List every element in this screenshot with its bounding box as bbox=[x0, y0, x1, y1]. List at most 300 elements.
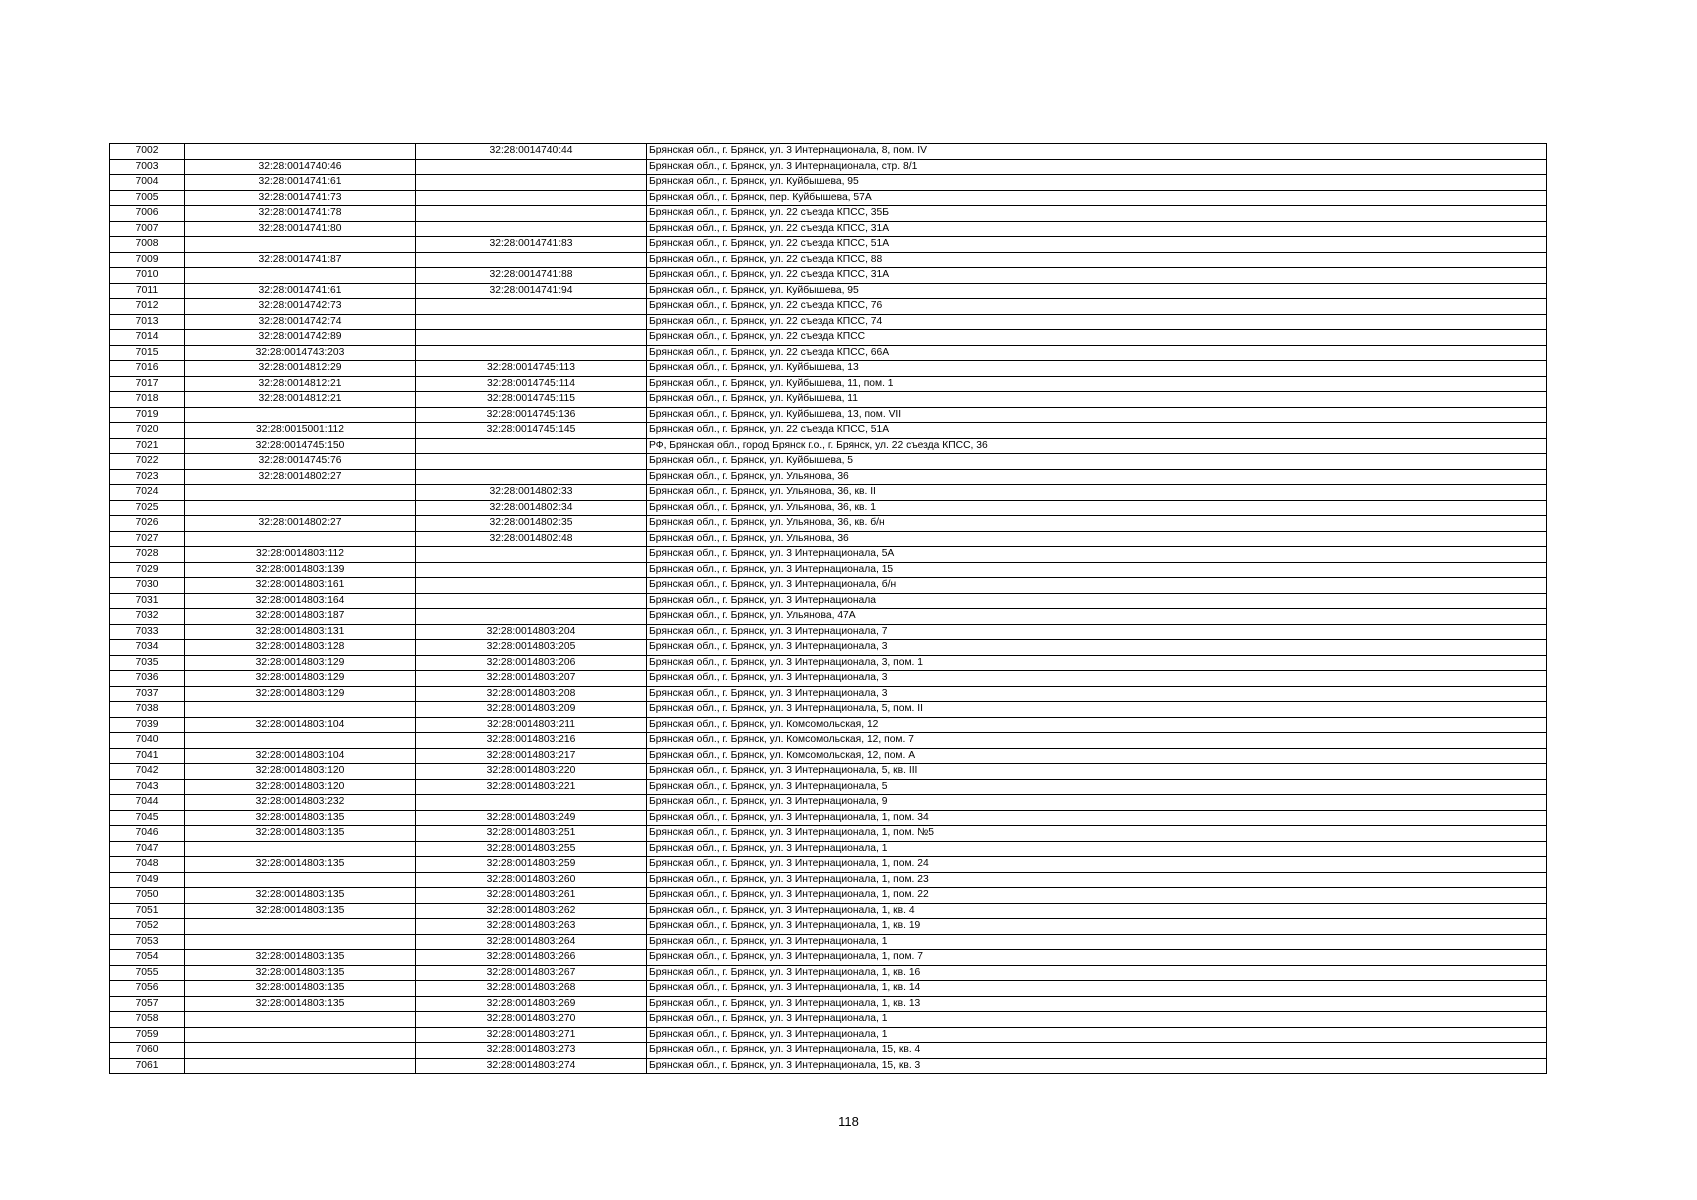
table-row bbox=[110, 221, 1547, 237]
address-cell: Брянская обл., г. Брянск, ул. 22 съезда КПСС, 31А bbox=[647, 268, 1547, 284]
object-cadastral-number-cell: 32:28:0014802:33 bbox=[416, 485, 647, 501]
address-cell: Брянская обл., г. Брянск, ул. 3 Интернационала, 1 bbox=[647, 1027, 1547, 1043]
address-cell: Брянская обл., г. Брянск, ул. 3 Интернационала, 1 bbox=[647, 1012, 1547, 1028]
land-cadastral-number-cell bbox=[185, 733, 416, 749]
row-number-cell: 7040 bbox=[110, 733, 185, 749]
object-cadastral-number-cell bbox=[416, 454, 647, 470]
row-number-cell: 7023 bbox=[110, 469, 185, 485]
row-number-cell: 7021 bbox=[110, 438, 185, 454]
table-row bbox=[110, 299, 1547, 315]
land-cadastral-number-cell bbox=[185, 702, 416, 718]
address-cell: Брянская обл., г. Брянск, ул. 3 Интернационала, 3, пом. 1 bbox=[647, 655, 1547, 671]
row-number-cell: 7004 bbox=[110, 175, 185, 191]
row-number-cell: 7031 bbox=[110, 593, 185, 609]
row-number-cell: 7034 bbox=[110, 640, 185, 656]
land-cadastral-number-cell: 32:28:0014802:27 bbox=[185, 469, 416, 485]
table-row bbox=[110, 702, 1547, 718]
land-cadastral-number-cell: 32:28:0014803:104 bbox=[185, 748, 416, 764]
table-row bbox=[110, 779, 1547, 795]
row-number-cell: 7020 bbox=[110, 423, 185, 439]
row-number-cell: 7013 bbox=[110, 314, 185, 330]
land-cadastral-number-cell: 32:28:0014803:164 bbox=[185, 593, 416, 609]
object-cadastral-number-cell: 32:28:0014803:207 bbox=[416, 671, 647, 687]
object-cadastral-number-cell bbox=[416, 252, 647, 268]
object-cadastral-number-cell: 32:28:0014803:204 bbox=[416, 624, 647, 640]
object-cadastral-number-cell bbox=[416, 578, 647, 594]
register-table bbox=[109, 143, 1547, 1074]
object-cadastral-number-cell: 32:28:0014741:83 bbox=[416, 237, 647, 253]
address-cell: Брянская обл., г. Брянск, ул. 3 Интернационала, 9 bbox=[647, 795, 1547, 811]
object-cadastral-number-cell: 32:28:0014803:269 bbox=[416, 996, 647, 1012]
address-cell: Брянская обл., г. Брянск, ул. 3 Интернационала, 5, кв. III bbox=[647, 764, 1547, 780]
address-cell: Брянская обл., г. Брянск, пер. Куйбышева, 57А bbox=[647, 190, 1547, 206]
address-cell: Брянская обл., г. Брянск, ул. 3 Интернационала, стр. 8/1 bbox=[647, 159, 1547, 175]
table-row bbox=[110, 903, 1547, 919]
object-cadastral-number-cell bbox=[416, 314, 647, 330]
land-cadastral-number-cell bbox=[185, 1012, 416, 1028]
address-cell: Брянская обл., г. Брянск, ул. 22 съезда КПСС, 51А bbox=[647, 237, 1547, 253]
table-row bbox=[110, 1058, 1547, 1074]
land-cadastral-number-cell: 32:28:0014803:112 bbox=[185, 547, 416, 563]
row-number-cell: 7030 bbox=[110, 578, 185, 594]
table-row bbox=[110, 593, 1547, 609]
table-row bbox=[110, 268, 1547, 284]
table-row bbox=[110, 950, 1547, 966]
address-cell: Брянская обл., г. Брянск, ул. 3 Интернационала, 1, пом. 23 bbox=[647, 872, 1547, 888]
land-cadastral-number-cell: 32:28:0014803:232 bbox=[185, 795, 416, 811]
address-cell: Брянская обл., г. Брянск, ул. Ульянова, 36, кв. II bbox=[647, 485, 1547, 501]
land-cadastral-number-cell bbox=[185, 841, 416, 857]
land-cadastral-number-cell: 32:28:0014803:135 bbox=[185, 981, 416, 997]
object-cadastral-number-cell: 32:28:0014803:217 bbox=[416, 748, 647, 764]
land-cadastral-number-cell: 32:28:0014741:78 bbox=[185, 206, 416, 222]
address-cell: Брянская обл., г. Брянск, ул. 22 съезда КПСС bbox=[647, 330, 1547, 346]
land-cadastral-number-cell: 32:28:0015001:112 bbox=[185, 423, 416, 439]
row-number-cell: 7016 bbox=[110, 361, 185, 377]
object-cadastral-number-cell: 32:28:0014741:94 bbox=[416, 283, 647, 299]
land-cadastral-number-cell: 32:28:0014803:135 bbox=[185, 903, 416, 919]
address-cell: Брянская обл., г. Брянск, ул. Куйбышева, 95 bbox=[647, 175, 1547, 191]
table-row bbox=[110, 392, 1547, 408]
register-table-body bbox=[110, 144, 1547, 1074]
address-cell: Брянская обл., г. Брянск, ул. 3 Интернационала, 1 bbox=[647, 934, 1547, 950]
row-number-cell: 7032 bbox=[110, 609, 185, 625]
land-cadastral-number-cell bbox=[185, 872, 416, 888]
table-row bbox=[110, 717, 1547, 733]
table-row bbox=[110, 283, 1547, 299]
row-number-cell: 7018 bbox=[110, 392, 185, 408]
land-cadastral-number-cell: 32:28:0014803:135 bbox=[185, 965, 416, 981]
row-number-cell: 7048 bbox=[110, 857, 185, 873]
object-cadastral-number-cell: 32:28:0014803:211 bbox=[416, 717, 647, 733]
address-cell: Брянская обл., г. Брянск, ул. Куйбышева, 5 bbox=[647, 454, 1547, 470]
object-cadastral-number-cell bbox=[416, 330, 647, 346]
address-cell: Брянская обл., г. Брянск, ул. 3 Интернационала, 1, пом. №5 bbox=[647, 826, 1547, 842]
land-cadastral-number-cell: 32:28:0014803:135 bbox=[185, 826, 416, 842]
object-cadastral-number-cell: 32:28:0014803:206 bbox=[416, 655, 647, 671]
row-number-cell: 7006 bbox=[110, 206, 185, 222]
land-cadastral-number-cell: 32:28:0014812:21 bbox=[185, 376, 416, 392]
land-cadastral-number-cell bbox=[185, 934, 416, 950]
table-row bbox=[110, 888, 1547, 904]
land-cadastral-number-cell: 32:28:0014741:80 bbox=[185, 221, 416, 237]
address-cell: Брянская обл., г. Брянск, ул. 3 Интернационала, 3 bbox=[647, 686, 1547, 702]
object-cadastral-number-cell: 32:28:0014803:259 bbox=[416, 857, 647, 873]
address-cell: Брянская обл., г. Брянск, ул. 3 Интернационала bbox=[647, 593, 1547, 609]
object-cadastral-number-cell: 32:28:0014745:136 bbox=[416, 407, 647, 423]
table-row bbox=[110, 159, 1547, 175]
page-number: 118 bbox=[838, 1114, 859, 1129]
object-cadastral-number-cell: 32:28:0014803:271 bbox=[416, 1027, 647, 1043]
address-cell: Брянская обл., г. Брянск, ул. Куйбышева, 11 bbox=[647, 392, 1547, 408]
object-cadastral-number-cell: 32:28:0014803:268 bbox=[416, 981, 647, 997]
land-cadastral-number-cell: 32:28:0014745:76 bbox=[185, 454, 416, 470]
address-cell: Брянская обл., г. Брянск, ул. 3 Интернационала, 1 bbox=[647, 841, 1547, 857]
object-cadastral-number-cell bbox=[416, 159, 647, 175]
land-cadastral-number-cell: 32:28:0014812:21 bbox=[185, 392, 416, 408]
table-row bbox=[110, 361, 1547, 377]
land-cadastral-number-cell: 32:28:0014741:73 bbox=[185, 190, 416, 206]
row-number-cell: 7019 bbox=[110, 407, 185, 423]
land-cadastral-number-cell: 32:28:0014741:61 bbox=[185, 283, 416, 299]
row-number-cell: 7025 bbox=[110, 500, 185, 516]
object-cadastral-number-cell bbox=[416, 795, 647, 811]
address-cell: Брянская обл., г. Брянск, ул. 3 Интернационала, 8, пом. IV bbox=[647, 144, 1547, 160]
row-number-cell: 7058 bbox=[110, 1012, 185, 1028]
table-row bbox=[110, 1012, 1547, 1028]
table-row bbox=[110, 764, 1547, 780]
land-cadastral-number-cell bbox=[185, 144, 416, 160]
row-number-cell: 7005 bbox=[110, 190, 185, 206]
land-cadastral-number-cell: 32:28:0014803:135 bbox=[185, 996, 416, 1012]
land-cadastral-number-cell bbox=[185, 237, 416, 253]
land-cadastral-number-cell: 32:28:0014803:135 bbox=[185, 810, 416, 826]
object-cadastral-number-cell: 32:28:0014745:115 bbox=[416, 392, 647, 408]
table-row bbox=[110, 144, 1547, 160]
object-cadastral-number-cell: 32:28:0014803:266 bbox=[416, 950, 647, 966]
row-number-cell: 7026 bbox=[110, 516, 185, 532]
row-number-cell: 7014 bbox=[110, 330, 185, 346]
object-cadastral-number-cell: 32:28:0014803:261 bbox=[416, 888, 647, 904]
object-cadastral-number-cell: 32:28:0014803:216 bbox=[416, 733, 647, 749]
land-cadastral-number-cell: 32:28:0014743:203 bbox=[185, 345, 416, 361]
land-cadastral-number-cell: 32:28:0014803:129 bbox=[185, 655, 416, 671]
row-number-cell: 7047 bbox=[110, 841, 185, 857]
land-cadastral-number-cell: 32:28:0014803:139 bbox=[185, 562, 416, 578]
table-row bbox=[110, 547, 1547, 563]
object-cadastral-number-cell bbox=[416, 299, 647, 315]
land-cadastral-number-cell bbox=[185, 531, 416, 547]
address-cell: Брянская обл., г. Брянск, ул. Ульянова, 47А bbox=[647, 609, 1547, 625]
table-row bbox=[110, 252, 1547, 268]
object-cadastral-number-cell bbox=[416, 547, 647, 563]
row-number-cell: 7050 bbox=[110, 888, 185, 904]
object-cadastral-number-cell: 32:28:0014803:262 bbox=[416, 903, 647, 919]
address-cell: Брянская обл., г. Брянск, ул. 3 Интернационала, б/н bbox=[647, 578, 1547, 594]
object-cadastral-number-cell bbox=[416, 175, 647, 191]
object-cadastral-number-cell: 32:28:0014803:249 bbox=[416, 810, 647, 826]
table-row bbox=[110, 624, 1547, 640]
row-number-cell: 7038 bbox=[110, 702, 185, 718]
table-row bbox=[110, 314, 1547, 330]
table-row bbox=[110, 345, 1547, 361]
address-cell: Брянская обл., г. Брянск, ул. 22 съезда КПСС, 51А bbox=[647, 423, 1547, 439]
address-cell: Брянская обл., г. Брянск, ул. 3 Интернационала, 1, кв. 4 bbox=[647, 903, 1547, 919]
object-cadastral-number-cell: 32:28:0014803:264 bbox=[416, 934, 647, 950]
object-cadastral-number-cell bbox=[416, 345, 647, 361]
row-number-cell: 7003 bbox=[110, 159, 185, 175]
address-cell: Брянская обл., г. Брянск, ул. 3 Интернационала, 15, кв. 3 bbox=[647, 1058, 1547, 1074]
row-number-cell: 7053 bbox=[110, 934, 185, 950]
table-row bbox=[110, 748, 1547, 764]
address-cell: Брянская обл., г. Брянск, ул. Ульянова, 36 bbox=[647, 531, 1547, 547]
table-row bbox=[110, 857, 1547, 873]
row-number-cell: 7060 bbox=[110, 1043, 185, 1059]
object-cadastral-number-cell bbox=[416, 609, 647, 625]
object-cadastral-number-cell: 32:28:0014803:274 bbox=[416, 1058, 647, 1074]
row-number-cell: 7011 bbox=[110, 283, 185, 299]
table-row bbox=[110, 1043, 1547, 1059]
object-cadastral-number-cell: 32:28:0014745:114 bbox=[416, 376, 647, 392]
table-row bbox=[110, 996, 1547, 1012]
row-number-cell: 7028 bbox=[110, 547, 185, 563]
land-cadastral-number-cell: 32:28:0014740:46 bbox=[185, 159, 416, 175]
land-cadastral-number-cell: 32:28:0014803:120 bbox=[185, 764, 416, 780]
address-cell: Брянская обл., г. Брянск, ул. 22 съезда КПСС, 88 bbox=[647, 252, 1547, 268]
land-cadastral-number-cell bbox=[185, 919, 416, 935]
row-number-cell: 7024 bbox=[110, 485, 185, 501]
table-row bbox=[110, 795, 1547, 811]
table-row bbox=[110, 826, 1547, 842]
table-row bbox=[110, 671, 1547, 687]
object-cadastral-number-cell: 32:28:0014803:255 bbox=[416, 841, 647, 857]
address-cell: Брянская обл., г. Брянск, ул. 22 съезда КПСС, 76 bbox=[647, 299, 1547, 315]
table-row bbox=[110, 516, 1547, 532]
address-cell: Брянская обл., г. Брянск, ул. Комсомольская, 12 bbox=[647, 717, 1547, 733]
row-number-cell: 7009 bbox=[110, 252, 185, 268]
row-number-cell: 7027 bbox=[110, 531, 185, 547]
address-cell: Брянская обл., г. Брянск, ул. Ульянова, 36, кв. б/н bbox=[647, 516, 1547, 532]
address-cell: Брянская обл., г. Брянск, ул. Комсомольская, 12, пом. А bbox=[647, 748, 1547, 764]
address-cell: Брянская обл., г. Брянск, ул. 22 съезда КПСС, 74 bbox=[647, 314, 1547, 330]
table-row bbox=[110, 733, 1547, 749]
row-number-cell: 7055 bbox=[110, 965, 185, 981]
object-cadastral-number-cell: 32:28:0014802:34 bbox=[416, 500, 647, 516]
address-cell: Брянская обл., г. Брянск, ул. Куйбышева, 11, пом. 1 bbox=[647, 376, 1547, 392]
table-row bbox=[110, 1027, 1547, 1043]
table-row bbox=[110, 578, 1547, 594]
object-cadastral-number-cell: 32:28:0014745:145 bbox=[416, 423, 647, 439]
land-cadastral-number-cell: 32:28:0014803:129 bbox=[185, 686, 416, 702]
land-cadastral-number-cell bbox=[185, 485, 416, 501]
address-cell: Брянская обл., г. Брянск, ул. Куйбышева, 13, пом. VII bbox=[647, 407, 1547, 423]
object-cadastral-number-cell: 32:28:0014803:263 bbox=[416, 919, 647, 935]
object-cadastral-number-cell: 32:28:0014803:220 bbox=[416, 764, 647, 780]
land-cadastral-number-cell bbox=[185, 1058, 416, 1074]
object-cadastral-number-cell bbox=[416, 206, 647, 222]
address-cell: РФ, Брянская обл., город Брянск г.о., г. Брянск, ул. 22 съезда КПСС, 36 bbox=[647, 438, 1547, 454]
land-cadastral-number-cell: 32:28:0014803:120 bbox=[185, 779, 416, 795]
land-cadastral-number-cell: 32:28:0014803:161 bbox=[185, 578, 416, 594]
row-number-cell: 7029 bbox=[110, 562, 185, 578]
address-cell: Брянская обл., г. Брянск, ул. 3 Интернационала, 1, кв. 14 bbox=[647, 981, 1547, 997]
table-row bbox=[110, 965, 1547, 981]
land-cadastral-number-cell bbox=[185, 1043, 416, 1059]
row-number-cell: 7051 bbox=[110, 903, 185, 919]
object-cadastral-number-cell: 32:28:0014803:273 bbox=[416, 1043, 647, 1059]
address-cell: Брянская обл., г. Брянск, ул. 3 Интернационала, 1, пом. 34 bbox=[647, 810, 1547, 826]
table-row bbox=[110, 640, 1547, 656]
row-number-cell: 7059 bbox=[110, 1027, 185, 1043]
row-number-cell: 7002 bbox=[110, 144, 185, 160]
land-cadastral-number-cell: 32:28:0014741:61 bbox=[185, 175, 416, 191]
row-number-cell: 7056 bbox=[110, 981, 185, 997]
address-cell: Брянская обл., г. Брянск, ул. 22 съезда КПСС, 31А bbox=[647, 221, 1547, 237]
table-row bbox=[110, 330, 1547, 346]
land-cadastral-number-cell: 32:28:0014803:128 bbox=[185, 640, 416, 656]
row-number-cell: 7007 bbox=[110, 221, 185, 237]
address-cell: Брянская обл., г. Брянск, ул. 3 Интернационала, 3 bbox=[647, 671, 1547, 687]
table-row bbox=[110, 981, 1547, 997]
row-number-cell: 7049 bbox=[110, 872, 185, 888]
object-cadastral-number-cell: 32:28:0014803:208 bbox=[416, 686, 647, 702]
land-cadastral-number-cell: 32:28:0014803:135 bbox=[185, 888, 416, 904]
table-row bbox=[110, 469, 1547, 485]
table-row bbox=[110, 872, 1547, 888]
row-number-cell: 7046 bbox=[110, 826, 185, 842]
table-row bbox=[110, 655, 1547, 671]
row-number-cell: 7042 bbox=[110, 764, 185, 780]
row-number-cell: 7052 bbox=[110, 919, 185, 935]
address-cell: Брянская обл., г. Брянск, ул. 3 Интернационала, 3 bbox=[647, 640, 1547, 656]
object-cadastral-number-cell: 32:28:0014740:44 bbox=[416, 144, 647, 160]
row-number-cell: 7057 bbox=[110, 996, 185, 1012]
land-cadastral-number-cell: 32:28:0014802:27 bbox=[185, 516, 416, 532]
table-row bbox=[110, 919, 1547, 935]
object-cadastral-number-cell: 32:28:0014803:251 bbox=[416, 826, 647, 842]
row-number-cell: 7044 bbox=[110, 795, 185, 811]
object-cadastral-number-cell bbox=[416, 562, 647, 578]
object-cadastral-number-cell: 32:28:0014803:221 bbox=[416, 779, 647, 795]
land-cadastral-number-cell: 32:28:0014803:129 bbox=[185, 671, 416, 687]
land-cadastral-number-cell: 32:28:0014742:73 bbox=[185, 299, 416, 315]
row-number-cell: 7010 bbox=[110, 268, 185, 284]
row-number-cell: 7035 bbox=[110, 655, 185, 671]
object-cadastral-number-cell: 32:28:0014745:113 bbox=[416, 361, 647, 377]
object-cadastral-number-cell bbox=[416, 438, 647, 454]
address-cell: Брянская обл., г. Брянск, ул. Комсомольская, 12, пом. 7 bbox=[647, 733, 1547, 749]
row-number-cell: 7045 bbox=[110, 810, 185, 826]
table-row bbox=[110, 454, 1547, 470]
address-cell: Брянская обл., г. Брянск, ул. Куйбышева, 95 bbox=[647, 283, 1547, 299]
object-cadastral-number-cell bbox=[416, 593, 647, 609]
table-row bbox=[110, 934, 1547, 950]
object-cadastral-number-cell: 32:28:0014802:35 bbox=[416, 516, 647, 532]
address-cell: Брянская обл., г. Брянск, ул. 3 Интернационала, 1, кв. 13 bbox=[647, 996, 1547, 1012]
land-cadastral-number-cell bbox=[185, 1027, 416, 1043]
land-cadastral-number-cell bbox=[185, 407, 416, 423]
address-cell: Брянская обл., г. Брянск, ул. 3 Интернационала, 1, кв. 19 bbox=[647, 919, 1547, 935]
address-cell: Брянская обл., г. Брянск, ул. 3 Интернационала, 1, пом. 7 bbox=[647, 950, 1547, 966]
address-cell: Брянская обл., г. Брянск, ул. 3 Интернационала, 1, пом. 22 bbox=[647, 888, 1547, 904]
land-cadastral-number-cell: 32:28:0014803:135 bbox=[185, 857, 416, 873]
table-row bbox=[110, 237, 1547, 253]
address-cell: Брянская обл., г. Брянск, ул. 22 съезда КПСС, 35Б bbox=[647, 206, 1547, 222]
land-cadastral-number-cell: 32:28:0014742:89 bbox=[185, 330, 416, 346]
row-number-cell: 7054 bbox=[110, 950, 185, 966]
address-cell: Брянская обл., г. Брянск, ул. Ульянова, 36 bbox=[647, 469, 1547, 485]
row-number-cell: 7022 bbox=[110, 454, 185, 470]
table-row bbox=[110, 376, 1547, 392]
object-cadastral-number-cell: 32:28:0014741:88 bbox=[416, 268, 647, 284]
address-cell: Брянская обл., г. Брянск, ул. 3 Интернационала, 5 bbox=[647, 779, 1547, 795]
object-cadastral-number-cell: 32:28:0014803:209 bbox=[416, 702, 647, 718]
address-cell: Брянская обл., г. Брянск, ул. 3 Интернационала, 15, кв. 4 bbox=[647, 1043, 1547, 1059]
address-cell: Брянская обл., г. Брянск, ул. 3 Интернационала, 7 bbox=[647, 624, 1547, 640]
land-cadastral-number-cell bbox=[185, 268, 416, 284]
table-row bbox=[110, 609, 1547, 625]
row-number-cell: 7017 bbox=[110, 376, 185, 392]
row-number-cell: 7037 bbox=[110, 686, 185, 702]
address-cell: Брянская обл., г. Брянск, ул. 3 Интернационала, 5А bbox=[647, 547, 1547, 563]
table-row bbox=[110, 407, 1547, 423]
row-number-cell: 7043 bbox=[110, 779, 185, 795]
table-row bbox=[110, 500, 1547, 516]
table-row bbox=[110, 423, 1547, 439]
table-row bbox=[110, 562, 1547, 578]
land-cadastral-number-cell: 32:28:0014803:131 bbox=[185, 624, 416, 640]
address-cell: Брянская обл., г. Брянск, ул. 22 съезда КПСС, 66А bbox=[647, 345, 1547, 361]
land-cadastral-number-cell: 32:28:0014803:135 bbox=[185, 950, 416, 966]
table-row bbox=[110, 531, 1547, 547]
address-cell: Брянская обл., г. Брянск, ул. 3 Интернационала, 1, кв. 16 bbox=[647, 965, 1547, 981]
object-cadastral-number-cell: 32:28:0014803:267 bbox=[416, 965, 647, 981]
address-cell: Брянская обл., г. Брянск, ул. 3 Интернационала, 15 bbox=[647, 562, 1547, 578]
land-cadastral-number-cell: 32:28:0014745:150 bbox=[185, 438, 416, 454]
table-row bbox=[110, 190, 1547, 206]
row-number-cell: 7033 bbox=[110, 624, 185, 640]
land-cadastral-number-cell: 32:28:0014812:29 bbox=[185, 361, 416, 377]
object-cadastral-number-cell: 32:28:0014802:48 bbox=[416, 531, 647, 547]
object-cadastral-number-cell: 32:28:0014803:270 bbox=[416, 1012, 647, 1028]
row-number-cell: 7012 bbox=[110, 299, 185, 315]
row-number-cell: 7008 bbox=[110, 237, 185, 253]
table-row bbox=[110, 175, 1547, 191]
table-row bbox=[110, 686, 1547, 702]
land-cadastral-number-cell: 32:28:0014803:104 bbox=[185, 717, 416, 733]
table-row bbox=[110, 485, 1547, 501]
land-cadastral-number-cell bbox=[185, 500, 416, 516]
address-cell: Брянская обл., г. Брянск, ул. Ульянова, 36, кв. 1 bbox=[647, 500, 1547, 516]
row-number-cell: 7041 bbox=[110, 748, 185, 764]
address-cell: Брянская обл., г. Брянск, ул. Куйбышева, 13 bbox=[647, 361, 1547, 377]
address-cell: Брянская обл., г. Брянск, ул. 3 Интернационала, 5, пом. II bbox=[647, 702, 1547, 718]
row-number-cell: 7015 bbox=[110, 345, 185, 361]
land-cadastral-number-cell: 32:28:0014742:74 bbox=[185, 314, 416, 330]
object-cadastral-number-cell bbox=[416, 190, 647, 206]
land-cadastral-number-cell: 32:28:0014803:187 bbox=[185, 609, 416, 625]
row-number-cell: 7036 bbox=[110, 671, 185, 687]
table-row bbox=[110, 810, 1547, 826]
table-row bbox=[110, 841, 1547, 857]
table-row bbox=[110, 438, 1547, 454]
object-cadastral-number-cell bbox=[416, 221, 647, 237]
address-cell: Брянская обл., г. Брянск, ул. 3 Интернационала, 1, пом. 24 bbox=[647, 857, 1547, 873]
table-row bbox=[110, 206, 1547, 222]
land-cadastral-number-cell: 32:28:0014741:87 bbox=[185, 252, 416, 268]
object-cadastral-number-cell bbox=[416, 469, 647, 485]
row-number-cell: 7061 bbox=[110, 1058, 185, 1074]
